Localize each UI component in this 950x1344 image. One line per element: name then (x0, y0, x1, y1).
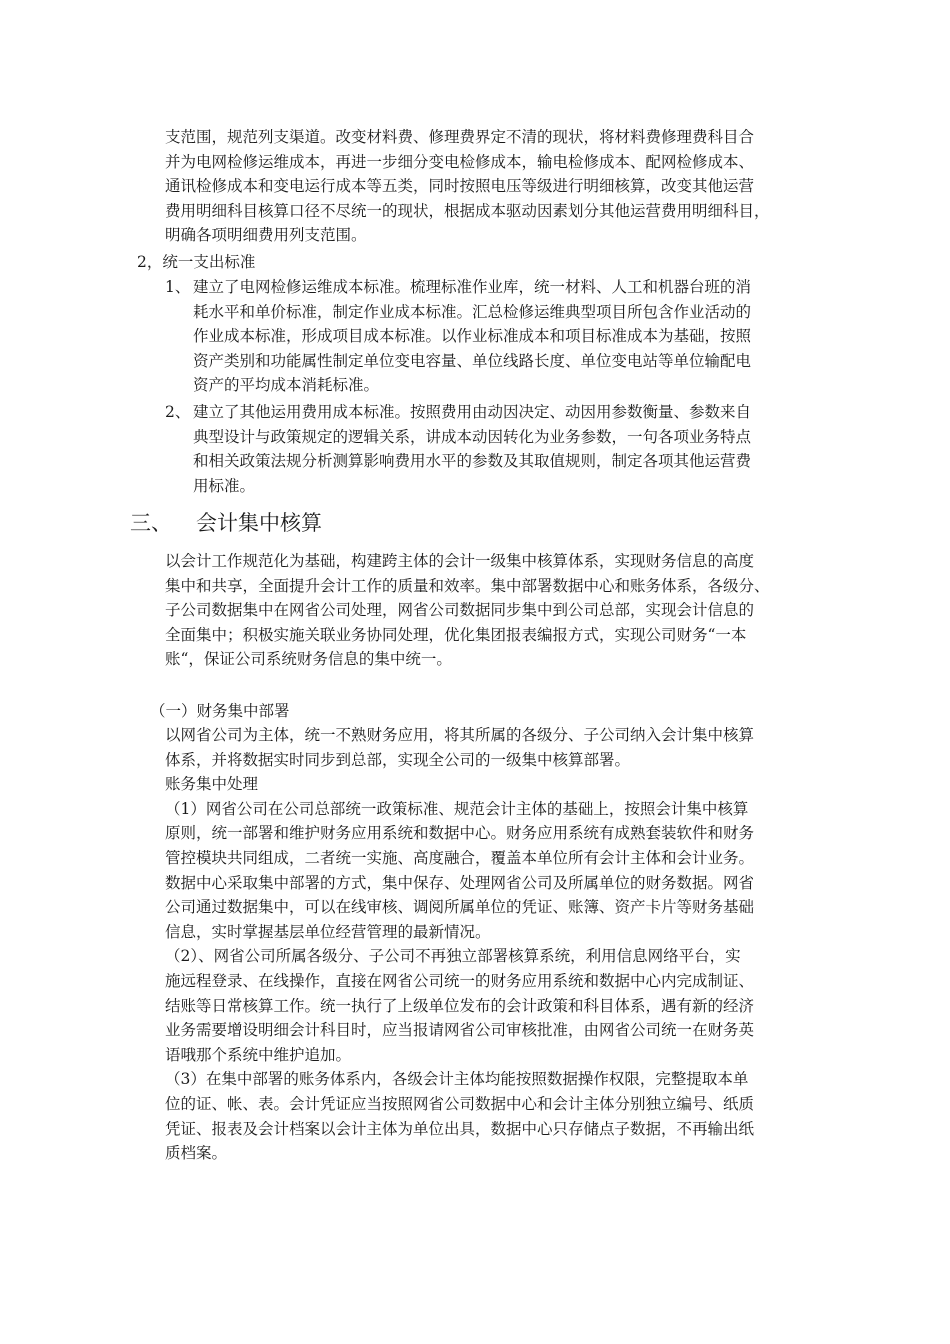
text-line: 子公司数据集中在网省公司处理，网省公司数据同步集中到公司总部，实现会计信息的 (165, 601, 755, 620)
text-line: 明确各项明细费用列支范围。 (165, 226, 367, 245)
text-line: 信息，实时掌握基层单位经营管理的最新情况。 (165, 922, 491, 941)
text-line: 管控模块共同组成，二者统一实施、高度融合，覆盖本单位所有会计主体和会计业务。 (165, 848, 755, 867)
paragraph-accounting-intro (165, 549, 770, 672)
text-line: 施远程登录、在线操作，直接在网省公司统一的财务应用系统和数据中心内完成制证、 (165, 971, 755, 990)
text-line: 建立了电网检修运维成本标准。梳理标准作业库，统一材料、人工和机器台班的消 (193, 278, 752, 296)
text-line: 原则，统一部署和维护财务应用系统和数据中心。财务应用系统有成熟套装软件和财务 (165, 824, 755, 843)
text-line: 耗水平和单价标准，制定作业成本标准。汇总检修运维典型项目所包含作业活动的 (193, 302, 752, 321)
text-line: 资产的平均成本消耗标准。 (193, 376, 380, 395)
list-item-1 (193, 275, 751, 398)
text-line: （2）、网省公司所属各级分、子公司不再独立部署核算系统，利用信息网络平台，实 (165, 947, 741, 966)
text-line: 结账等日常核算工作。统一执行了上级单位发布的会计政策和科目体系，遇有新的经济 (165, 996, 755, 1015)
text-line: 公司通过数据集中，可以在线审核、调阅所属单位的凭证、账簿、资产卡片等财务基础 (165, 898, 755, 917)
text-line: 用标准。 (193, 476, 256, 495)
section-heading-3 (130, 508, 322, 538)
text-line: 数据中心采取集中部署的方式，集中保存、处理网省公司及所属单位的财务数据。网省 (165, 873, 755, 892)
subheading-financial-deployment: （一）财务集中部署 (150, 702, 290, 720)
text-line: 以会计工作规范化为基础，构建跨主体的会计一级集中核算体系，实现财务信息的高度 (165, 552, 755, 570)
text-line: 建立了其他运用费用成本标准。按照费用由动因决定、动因用参数衡量、参数来自 (193, 403, 752, 421)
text-line: 质档案。 (165, 1144, 228, 1163)
text-line: 全面集中；积极实施关联业务协同处理，优化集团报表编报方式，实现公司财务“一本 (165, 625, 747, 644)
text-line: 凭证、报表及会计档案以会计主体为单位出具，数据中心只存储点子数据，不再输出纸 (165, 1119, 755, 1138)
text-line: 位的证、帐、表。会计凭证应当按照网省公司数据中心和会计主体分别独立编号、纸质 (165, 1094, 755, 1113)
text-line: 账务集中处理 (165, 775, 259, 794)
text-line: 并为电网检修运维成本，再进一步细分变电检修成本，输电检修成本、配网检修成本、 (165, 152, 755, 171)
text-line: （3）在集中部署的账务体系内，各级会计主体均能按照数据操作权限，完整提取本单 (165, 1070, 749, 1089)
text-line: （1）网省公司在公司总部统一政策标准、规范会计主体的基础上，按照会计集中核算 (165, 799, 749, 818)
text-line: 业务需要增设明细会计科目时，应当报请网省公司审核批准，由网省公司统一在财务英 (165, 1021, 755, 1040)
subheading-unified-standard: 2，统一支出标准 (137, 253, 256, 271)
text-line: 和相关政策法规分析测算影响费用水平的参数及其取值规则，制定各项其他运营费 (193, 452, 752, 471)
section-title: 会计集中核算 (196, 511, 322, 535)
text-line: 体系，并将数据实时同步到总部，实现全公司的一级集中核算部署。 (165, 750, 631, 769)
text-line: 集中和共享，全面提升会计工作的质量和效率。集中部署数据中心和账务体系，各级分、 (165, 576, 770, 595)
text-line: 以网省公司为主体，统一不熟财务应用，将其所属的各级分、子公司纳入会计集中核算 (165, 726, 755, 744)
text-line: 资产类别和功能属性制定单位变电容量、单位线路长度、单位变电站等单位输配电 (193, 351, 752, 370)
paragraph-deployment-details (165, 723, 754, 1166)
list-marker-2: 2、 (165, 403, 191, 421)
text-line: 支范围，规范列支渠道。改变材料费、修理费界定不清的现状，将材料费修理费科目合 (165, 128, 755, 146)
text-line: 语哦那个系统中维护追加。 (165, 1045, 352, 1064)
text-line: 典型设计与政策规定的逻辑关系，讲成本动因转化为业务参数，一句各项业务特点 (193, 427, 752, 446)
text-line: 账“，保证公司系统财务信息的集中统一。 (165, 650, 452, 669)
list-item-2 (193, 400, 751, 498)
text-line: 费用明细科目核算口径不尽统一的现状，根据成本驱动因素划分其他运营费用明细科目， (165, 201, 770, 220)
text-line: 作业成本标准，形成项目成本标准。以作业标准成本和项目标准成本为基础，按照 (193, 327, 752, 346)
list-marker-1: 1、 (165, 278, 191, 296)
paragraph-cost-scope (165, 125, 770, 248)
text-line: 通讯检修成本和变电运行成本等五类，同时按照电压等级进行明细核算，改变其他运营 (165, 177, 755, 196)
section-number: 三、 (130, 511, 172, 535)
